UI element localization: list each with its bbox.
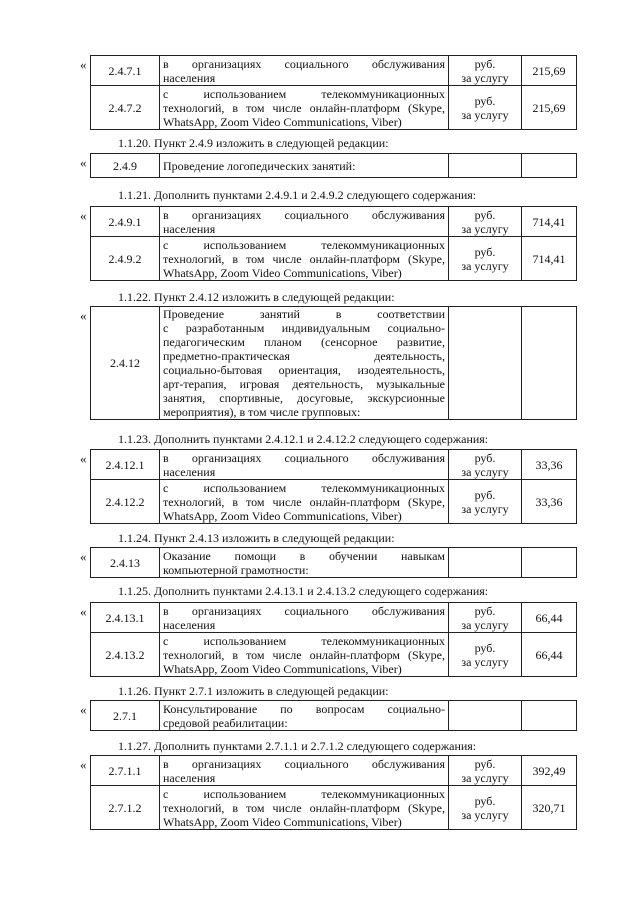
- service-name: [160, 786, 449, 830]
- service-name: [160, 701, 449, 731]
- item-code: 2.4.7.1: [91, 56, 160, 86]
- service-name-line: занятия, спортивные, досуговые, экскурсионные: [163, 391, 445, 405]
- service-name-line: с разработанным индивидуальным социально-: [163, 321, 445, 335]
- table-row: [91, 633, 577, 677]
- service-name: [160, 450, 449, 480]
- unit-of-measure: [449, 207, 522, 237]
- item-code: 2.4.9.1: [91, 207, 160, 237]
- table-row: [91, 237, 577, 281]
- paragraph-amendment: 1.1.27. Дополнить пунктами 2.7.1.1 и 2.7.1.2 следующего содержания:: [118, 739, 477, 753]
- tariff-value: 66,44: [522, 603, 577, 633]
- unit-of-measure: [449, 786, 522, 830]
- table-row: [91, 701, 577, 731]
- unit-line: руб.: [474, 244, 496, 259]
- item-code: 2.4.13.1: [91, 603, 160, 633]
- unit-of-measure: [449, 633, 522, 677]
- unit-of-measure: [449, 237, 522, 281]
- tariff-value: [522, 701, 577, 731]
- service-name-line: компьютерной грамотности:: [163, 562, 309, 577]
- unit-of-measure: [449, 450, 522, 480]
- opening-quote-mark: «: [80, 702, 87, 717]
- service-name-line: в организациях социального обслуживания: [163, 56, 445, 71]
- tariff-value: 33,36: [522, 480, 577, 524]
- service-name-line: Проведение логопедических занятий:: [163, 158, 356, 173]
- service-name-line: WhatsApp, Zoom Video Communications, Viber): [163, 114, 402, 129]
- unit-of-measure: [449, 480, 522, 524]
- service-name-line: технологий, в том числе онлайн-платформ (Skype,: [163, 100, 445, 115]
- opening-quote-mark: «: [80, 451, 87, 466]
- unit-of-measure: [449, 548, 522, 578]
- opening-quote-mark: «: [80, 208, 87, 223]
- opening-quote-mark: «: [80, 308, 87, 323]
- unit-of-measure: [449, 701, 522, 731]
- unit-of-measure: [449, 86, 522, 130]
- unit-of-measure: [449, 603, 522, 633]
- unit-line: за услугу: [461, 617, 509, 632]
- service-name: [160, 56, 449, 86]
- service-name-line: технологий, в том числе онлайн-платформ (Skype,: [163, 647, 445, 662]
- item-code: 2.4.13.2: [91, 633, 160, 677]
- tariff-value: 714,41: [522, 207, 577, 237]
- service-name-line: арт-терапия, игровая деятельность, музыкальные: [163, 377, 445, 391]
- service-name-line: социально-бытовая ориентация, изодеятельность,: [163, 363, 445, 377]
- table-row: [91, 548, 577, 578]
- paragraph-amendment: 1.1.20. Пункт 2.4.9 изложить в следующей редакции:: [118, 136, 389, 150]
- item-code: 2.4.12.1: [91, 450, 160, 480]
- tariff-value: 320,71: [522, 786, 577, 830]
- paragraph-amendment: 1.1.22. Пункт 2.4.12 изложить в следующей редакции:: [118, 290, 395, 304]
- unit-line: за услугу: [461, 770, 509, 785]
- item-code: 2.4.9.2: [91, 237, 160, 281]
- tariff-value: 215,69: [522, 56, 577, 86]
- tariff-table: [90, 449, 577, 524]
- paragraph-amendment: 1.1.23. Дополнить пунктами 2.4.12.1 и 2.4.12.2 следующего содержания:: [118, 432, 489, 446]
- service-name-line: Консультирование по вопросам социально-: [163, 701, 445, 716]
- unit-of-measure: [449, 756, 522, 786]
- unit-line: руб.: [474, 756, 496, 771]
- tariff-table: [90, 206, 577, 281]
- tariff-value: [522, 307, 577, 420]
- unit-line: руб.: [474, 603, 496, 618]
- item-code: 2.4.7.2: [91, 86, 160, 130]
- table-row: [91, 154, 577, 178]
- service-name-line: с использованием телекоммуникационных: [163, 86, 445, 101]
- item-code: 2.7.1.2: [91, 786, 160, 830]
- unit-line: за услугу: [461, 221, 509, 236]
- paragraph-amendment: 1.1.25. Дополнить пунктами 2.4.13.1 и 2.4.13.2 следующего содержания:: [118, 584, 489, 598]
- service-name: [160, 756, 449, 786]
- service-name-line: в организациях социального обслуживания: [163, 756, 445, 771]
- tariff-value: 714,41: [522, 237, 577, 281]
- tariff-table: [90, 547, 577, 578]
- service-name-line: населения: [163, 464, 216, 479]
- service-name-line: с использованием телекоммуникационных: [163, 786, 445, 801]
- service-name: [160, 86, 449, 130]
- item-code: 2.4.9: [91, 154, 160, 178]
- unit-line: за услугу: [461, 107, 509, 122]
- item-code: 2.4.13: [91, 548, 160, 578]
- opening-quote-mark: «: [80, 757, 87, 772]
- tariff-value: 33,36: [522, 450, 577, 480]
- table-row: [91, 307, 577, 420]
- table-row: [91, 450, 577, 480]
- tariff-table: [90, 700, 577, 731]
- service-name-line: технологий, в том числе онлайн-платформ (Skype,: [163, 251, 445, 266]
- unit-line: руб.: [474, 793, 496, 808]
- unit-line: за услугу: [461, 70, 509, 85]
- unit-line: руб.: [474, 450, 496, 465]
- service-name: [160, 633, 449, 677]
- service-name-line: населения: [163, 617, 216, 632]
- unit-of-measure: [449, 154, 522, 178]
- tariff-table: [90, 55, 577, 130]
- service-name: [160, 207, 449, 237]
- unit-line: руб.: [474, 207, 496, 222]
- service-name-line: предметно-практическая деятельность,: [163, 349, 445, 363]
- paragraph-amendment: 1.1.26. Пункт 2.7.1 изложить в следующей редакции:: [118, 684, 389, 698]
- table-row: [91, 603, 577, 633]
- unit-line: за услугу: [461, 654, 509, 669]
- tariff-value: 215,69: [522, 86, 577, 130]
- service-name-line: средовой реабилитации:: [163, 715, 288, 730]
- paragraph-amendment: 1.1.24. Пункт 2.4.13 изложить в следующей редакции:: [118, 531, 395, 545]
- unit-of-measure: [449, 56, 522, 86]
- tariff-value: 66,44: [522, 633, 577, 677]
- opening-quote-mark: «: [80, 604, 87, 619]
- item-code: 2.7.1.1: [91, 756, 160, 786]
- unit-line: за услугу: [461, 501, 509, 516]
- service-name-line: населения: [163, 770, 216, 785]
- service-name: [160, 480, 449, 524]
- unit-of-measure: [449, 307, 522, 420]
- unit-line: руб.: [474, 640, 496, 655]
- service-name: [160, 307, 449, 420]
- table-row: [91, 786, 577, 830]
- table-row: [91, 756, 577, 786]
- service-name: [160, 154, 449, 178]
- tariff-table: [90, 602, 577, 677]
- table-row: [91, 86, 577, 130]
- table-row: [91, 56, 577, 86]
- opening-quote-mark: «: [80, 549, 87, 564]
- service-name-line: населения: [163, 70, 216, 85]
- tariff-value: 392,49: [522, 756, 577, 786]
- tariff-value: [522, 548, 577, 578]
- service-name-line: WhatsApp, Zoom Video Communications, Viber): [163, 661, 402, 676]
- service-name-line: населения: [163, 221, 216, 236]
- service-name-line: Проведение занятий в соответствии: [163, 307, 445, 321]
- service-name-line: Оказание помощи в обучении навыкам: [163, 548, 445, 563]
- service-name-line: WhatsApp, Zoom Video Communications, Viber): [163, 508, 402, 523]
- opening-quote-mark: «: [80, 57, 87, 72]
- tariff-value: [522, 154, 577, 178]
- paragraph-amendment: 1.1.21. Дополнить пунктами 2.4.9.1 и 2.4.9.2 следующего содержания:: [118, 188, 477, 202]
- unit-line: за услугу: [461, 258, 509, 273]
- unit-line: за услугу: [461, 464, 509, 479]
- service-name: [160, 548, 449, 578]
- service-name-line: с использованием телекоммуникационных: [163, 237, 445, 252]
- service-name-line: в организациях социального обслуживания: [163, 450, 445, 465]
- service-name-line: в организациях социального обслуживания: [163, 603, 445, 618]
- service-name-line: с использованием телекоммуникационных: [163, 480, 445, 495]
- service-name: [160, 603, 449, 633]
- unit-line: руб.: [474, 93, 496, 108]
- tariff-table: [90, 755, 577, 830]
- service-name: [160, 237, 449, 281]
- service-name-line: мероприятия), в том числе групповых:: [163, 405, 361, 419]
- tariff-table: [90, 153, 577, 178]
- table-row: [91, 207, 577, 237]
- service-name-line: технологий, в том числе онлайн-платформ (Skype,: [163, 800, 445, 815]
- service-name-line: педагогическим планом (сенсорное развитие,: [163, 335, 445, 349]
- unit-line: руб.: [474, 56, 496, 71]
- tariff-table: [90, 306, 577, 420]
- service-name-line: в организациях социального обслуживания: [163, 207, 445, 222]
- service-name-line: технологий, в том числе онлайн-платформ (Skype,: [163, 494, 445, 509]
- item-code: 2.4.12.2: [91, 480, 160, 524]
- service-name-line: WhatsApp, Zoom Video Communications, Viber): [163, 814, 402, 829]
- unit-line: руб.: [474, 487, 496, 502]
- opening-quote-mark: «: [80, 155, 87, 170]
- unit-line: за услугу: [461, 807, 509, 822]
- service-name-line: WhatsApp, Zoom Video Communications, Viber): [163, 265, 402, 280]
- item-code: 2.4.12: [91, 307, 160, 420]
- service-name-line: с использованием телекоммуникационных: [163, 633, 445, 648]
- table-row: [91, 480, 577, 524]
- item-code: 2.7.1: [91, 701, 160, 731]
